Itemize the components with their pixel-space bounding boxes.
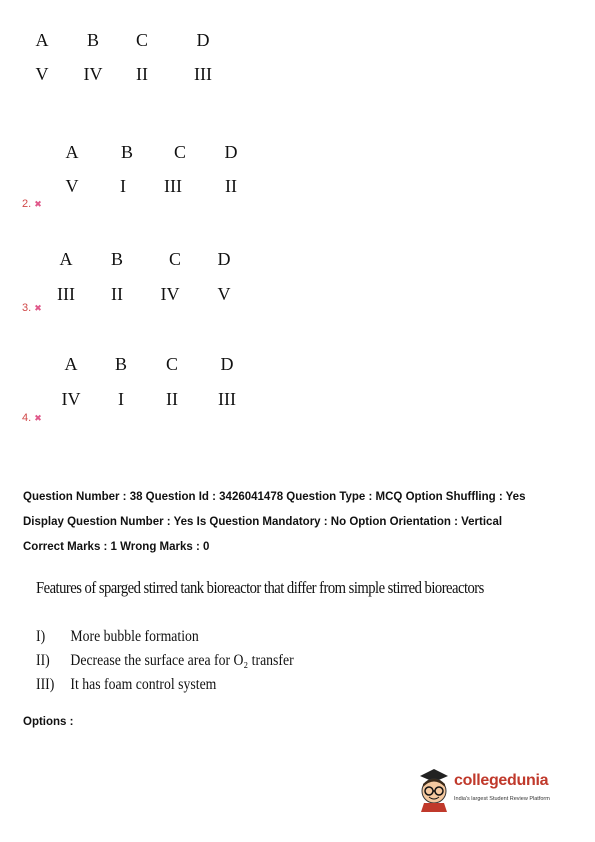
question-meta-line: Display Question Number : Yes Is Question Mandatory : No Option Orientation : Vertical — [23, 516, 503, 528]
statement-text: It has foam control system — [70, 676, 217, 693]
collegedunia-logo — [414, 766, 564, 816]
question-meta-line: Question Number : 38 Question Id : 3426041478 Question Type : MCQ Option Shuffling : Yes — [23, 491, 526, 503]
table-header: D — [217, 249, 231, 269]
table-header: B — [110, 249, 123, 269]
table-value: IV — [160, 284, 180, 304]
statement-number: III) — [36, 676, 55, 693]
options-label: Options : — [23, 716, 74, 728]
table-value: I — [118, 389, 124, 409]
table-value: IV — [61, 389, 81, 409]
table-value: IV — [83, 64, 103, 84]
statement-text: More bubble formation — [70, 628, 199, 645]
table-header: D — [220, 354, 234, 374]
table-value: I — [120, 176, 126, 196]
table-header: B — [120, 142, 133, 162]
logo-tagline: India's largest Student Review Platform — [454, 796, 550, 802]
student-mascot-icon — [414, 766, 452, 812]
table-value: II — [136, 64, 148, 84]
table-value: III — [194, 64, 212, 84]
statement-number: I) — [36, 628, 46, 645]
table-value: V — [35, 64, 49, 84]
table-header: A — [65, 142, 79, 162]
table-header: A — [64, 354, 78, 374]
table-header: A — [59, 249, 73, 269]
option-number: 2. ✖ — [22, 198, 42, 210]
logo-wordmark: collegedunia — [454, 772, 549, 789]
statement-item — [36, 676, 216, 694]
table-header: A — [35, 30, 49, 50]
table-header: B — [114, 354, 127, 374]
table-value: V — [217, 284, 231, 304]
cross-icon: ✖ — [34, 199, 42, 209]
option-number: 4. ✖ — [22, 412, 42, 424]
table-value: II — [166, 389, 178, 409]
question-meta-line: Correct Marks : 1 Wrong Marks : 0 — [23, 541, 210, 553]
table-header: C — [165, 354, 178, 374]
cross-icon: ✖ — [34, 303, 42, 313]
table-value: III — [164, 176, 182, 196]
table-value: II — [225, 176, 237, 196]
table-header: D — [224, 142, 238, 162]
table-header: C — [173, 142, 186, 162]
table-header: C — [135, 30, 148, 50]
table-value: III — [218, 389, 236, 409]
statement-number: II) — [36, 652, 50, 669]
cross-icon: ✖ — [34, 413, 42, 423]
table-header: C — [168, 249, 181, 269]
statement-item — [36, 628, 199, 646]
statement-text: Decrease the surface area for O₂ transfer — [70, 652, 294, 669]
table-value: V — [65, 176, 79, 196]
question-text: Features of sparged stirred tank bioreactor that differ from simple stirred bioreactors — [36, 578, 484, 597]
table-value: III — [57, 284, 75, 304]
table-header: D — [196, 30, 210, 50]
option-number: 3. ✖ — [22, 302, 42, 314]
table-value: II — [111, 284, 123, 304]
table-header: B — [86, 30, 99, 50]
statement-item — [36, 652, 294, 670]
